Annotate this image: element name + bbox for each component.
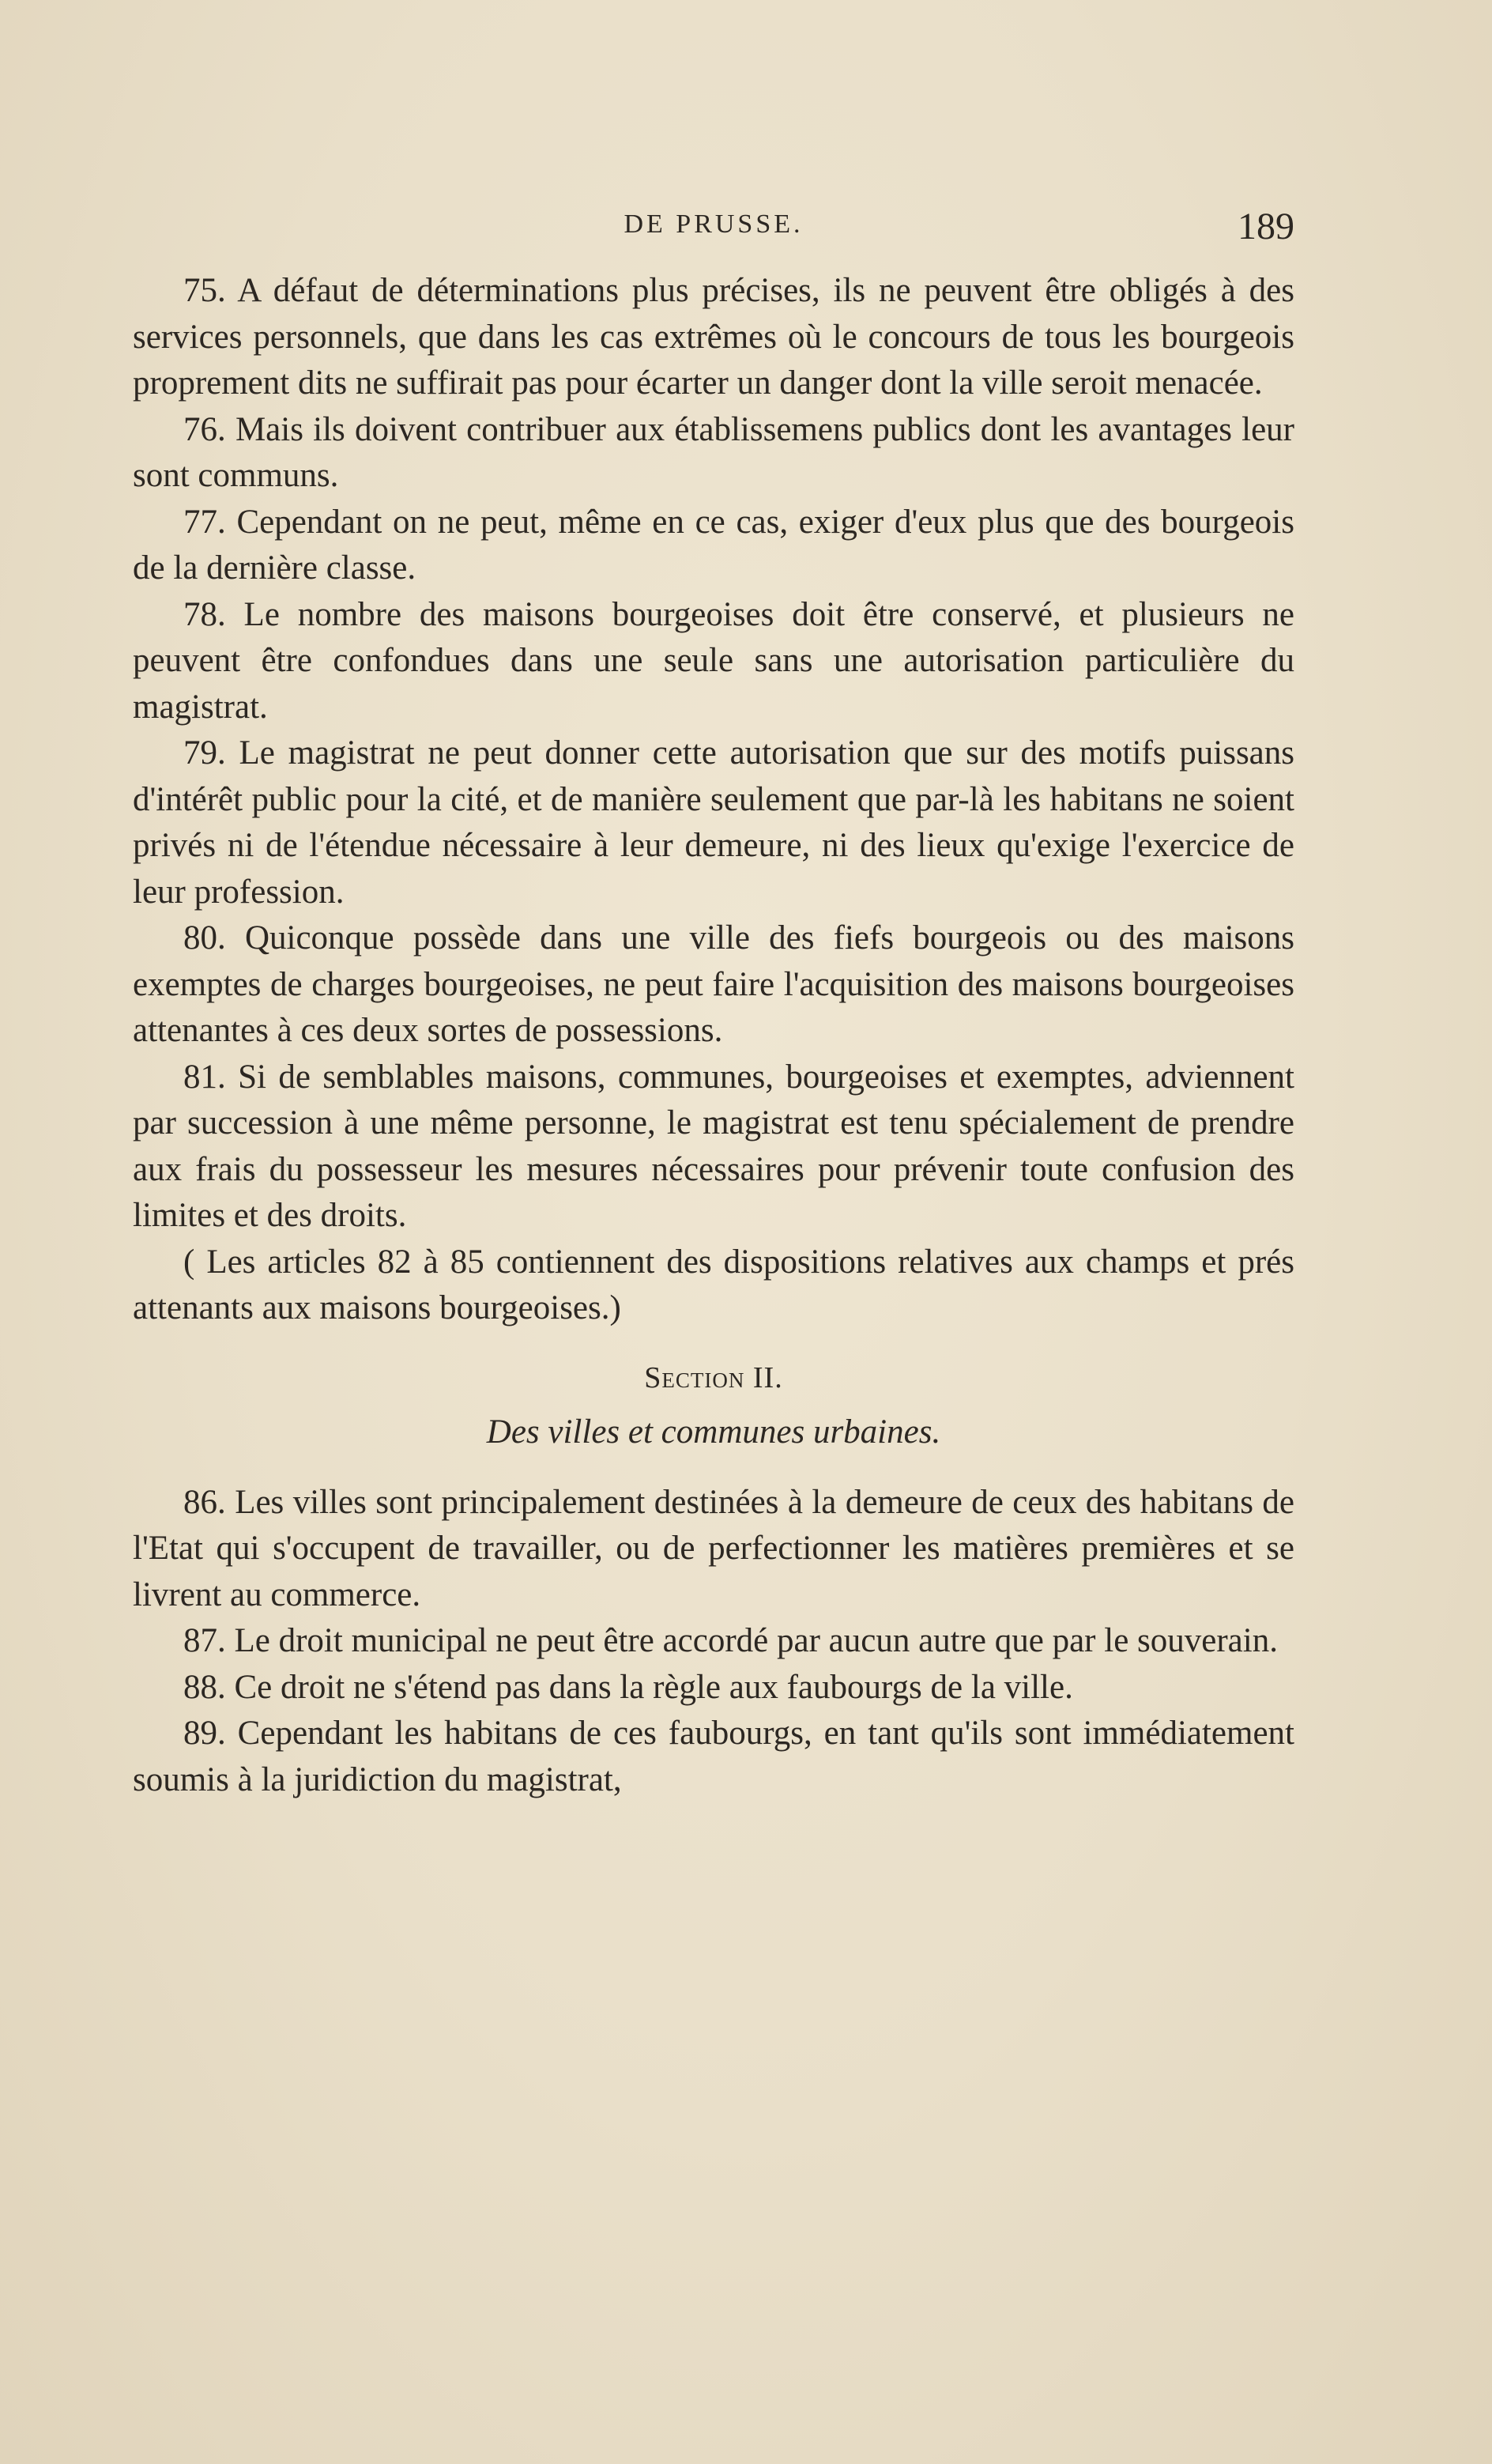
page-number: 189: [1238, 206, 1294, 247]
article-86: 86. Les villes sont principalement destinées à la demeure de ceux des habitans de l'Etat qui s'occupent de travailler, ou de perfectionner les matières premières et se livrent au commerce.: [133, 1483, 1294, 1613]
running-header: [133, 202, 1294, 265]
section-subtitle: Des villes et communes urbaines.: [486, 1413, 941, 1451]
section-heading: Section II.: [644, 1360, 783, 1394]
article-79: 79. Le magistrat ne peut donner cette autorisation que sur des motifs puissans d'intérêt public pour la cité, et de manière seulement que par-là les habitans ne soient privés ni de l'étendue nécessaire à leur demeure, ni des lieux qu'exige l'exercice de leur profession.: [133, 734, 1294, 911]
article-87: 87. Le droit municipal ne peut être accordé par aucun autre que par le souverain.: [183, 1622, 1278, 1659]
articles-82-85-note: ( Les articles 82 à 85 contiennent des dispositions relatives aux champs et prés attenants aux maisons bourgeoises.): [133, 1243, 1294, 1326]
article-89: 89. Cependant les habitans de ces faubourgs, en tant qu'ils sont immédiatement soumis à la juridiction du magistrat,: [133, 1715, 1294, 1798]
article-77: 77. Cependant on ne peut, même en ce cas, exiger d'eux plus que des bourgeois de la dernière classe.: [133, 503, 1294, 587]
article-75: 75. A défaut de déterminations plus précises, ils ne peuvent être obligés à des services personnels, que dans les cas extrêmes où le concours de tous les bourgeois proprement dits ne suffirait pas pour écarter un danger dont la ville seroit menacée.: [133, 272, 1294, 402]
article-88: 88. Ce droit ne s'étend pas dans la règle aux faubourgs de la ville.: [183, 1668, 1073, 1706]
article-80: 80. Quiconque possède dans une ville des fiefs bourgeois ou des maisons exemptes de charges bourgeoises, ne peut faire l'acquisition des maisons bourgeoises attenantes à ces deux sortes de possessions.: [133, 919, 1294, 1049]
article-81: 81. Si de semblables maisons, communes, bourgeoises et exemptes, adviennent par succession à une même personne, le magistrat est tenu spécialement de prendre aux frais du possesseur les mesures nécessaires pour prévenir toute confusion des limites et des droits.: [133, 1058, 1294, 1234]
book-page: [133, 202, 1294, 1803]
article-76: 76. Mais ils doivent contribuer aux établissemens publics dont les avantages leur sont communs.: [133, 410, 1294, 494]
article-78: 78. Le nombre des maisons bourgeoises doit être conservé, et plusieurs ne peuvent être confondues dans une seule sans une autorisation particulière du magistrat.: [133, 595, 1294, 726]
running-title: DE PRUSSE.: [624, 209, 804, 239]
